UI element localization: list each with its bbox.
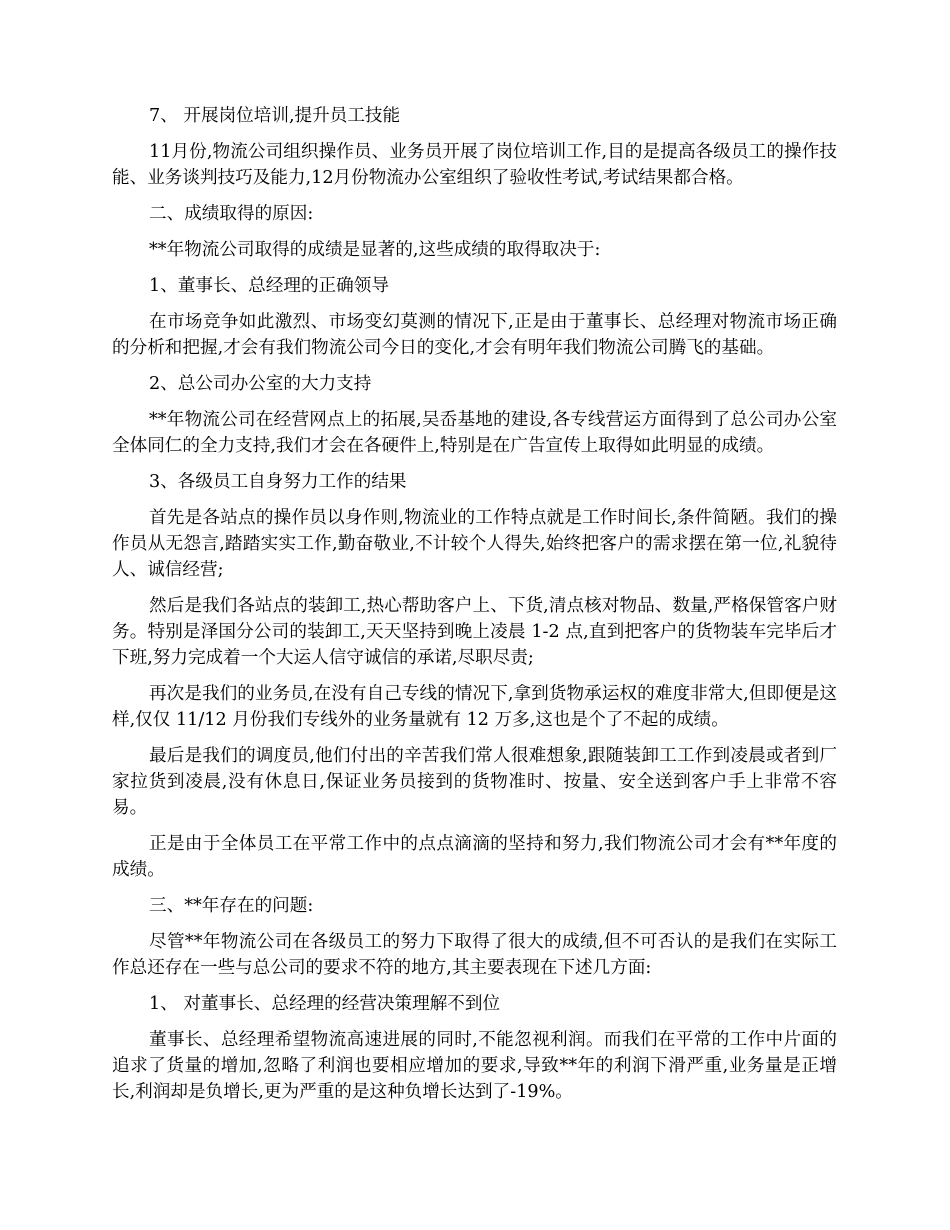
- paragraph-office-support: **年物流公司在经营网点上的拓展,吴岙基地的建设,各专线营运方面得到了总公司办公室全体同仁的全力支持,我们才会在各硬件上,特别是在广告宣传上取得如此明显的成绩。: [112, 410, 837, 456]
- paragraph-loaders: 然后是我们各站点的装卸工,热心帮助客户上、下货,清点核对物品、数量,严格保管客户财务。特别是泽国分公司的装卸工,天天坚持到晚上凌晨 1-2 点,直到把客户的货物装车完毕后才下班,努力完成着一个大运人信守诚信的承诺,尽职尽责;: [112, 596, 837, 668]
- section-heading-reasons: 二、成绩取得的原因:: [149, 204, 314, 224]
- section-heading-training: 7、 开展岗位培训,提升员工技能: [149, 106, 401, 126]
- paragraph-conclusion: 正是由于全体员工在平常工作中的点点滴滴的坚持和努力,我们物流公司才会有**年度的成绩。: [112, 834, 837, 880]
- subheading-staff-effort: 3、各级员工自身努力工作的结果: [149, 472, 407, 492]
- section-heading-problems: 三、**年存在的问题:: [149, 896, 314, 916]
- paragraph-dispatchers: 最后是我们的调度员,他们付出的辛苦我们常人很难想象,跟随装卸工工作到凌晨或者到厂家拉货到凌晨,没有休息日,保证业务员接到的货物准时、按量、安全送到客户手上非常不容易。: [112, 746, 837, 818]
- document-page: [112, 103, 837, 1115]
- subheading-office-support: 2、总公司办公室的大力支持: [149, 374, 372, 394]
- subheading-leadership: 1、董事长、总经理的正确领导: [149, 276, 389, 296]
- paragraph-problems-intro: 尽管**年物流公司在各级员工的努力下取得了很大的成绩,但不可否认的是我们在实际工作总还存在一些与总公司的要求不符的地方,其主要表现在下述几方面:: [112, 932, 837, 978]
- paragraph-leadership: 在市场竞争如此激烈、市场变幻莫测的情况下,正是由于董事长、总经理对物流市场正确的分析和把握,才会有我们物流公司今日的变化,才会有明年我们物流公司腾飞的基础。: [112, 312, 837, 358]
- paragraph-operators: 首先是各站点的操作员以身作则,物流业的工作特点就是工作时间长,条件简陋。我们的操作员从无怨言,踏踏实实工作,勤奋敬业,不计较个人得失,始终把客户的需求摆在第一位,礼貌待人、诚信经营;: [112, 508, 837, 580]
- paragraph-sales: 再次是我们的业务员,在没有自己专线的情况下,拿到货物承运权的难度非常大,但即便是这样,仅仅 11/12 月份我们专线外的业务量就有 12 万多,这也是个了不起的成绩。: [112, 684, 837, 730]
- paragraph-training: 11月份,物流公司组织操作员、业务员开展了岗位培训工作,目的是提高各级员工的操作技能、业务谈判技巧及能力,12月份物流办公室组织了验收性考试,考试结果都合格。: [112, 142, 837, 188]
- paragraph-reasons-intro: **年物流公司取得的成绩是显著的,这些成绩的取得取决于:: [149, 240, 601, 260]
- subheading-decision-understanding: 1、 对董事长、总经理的经营决策理解不到位: [149, 994, 501, 1014]
- paragraph-decision-understanding: 董事长、总经理希望物流高速进展的同时,不能忽视利润。而我们在平常的工作中片面的追求了货量的增加,忽略了利润也要相应增加的要求,导致**年的利润下滑严重,业务量是正增长,利润却是负增长,更为严重的是这种负增长达到了-19%。: [112, 1030, 837, 1102]
